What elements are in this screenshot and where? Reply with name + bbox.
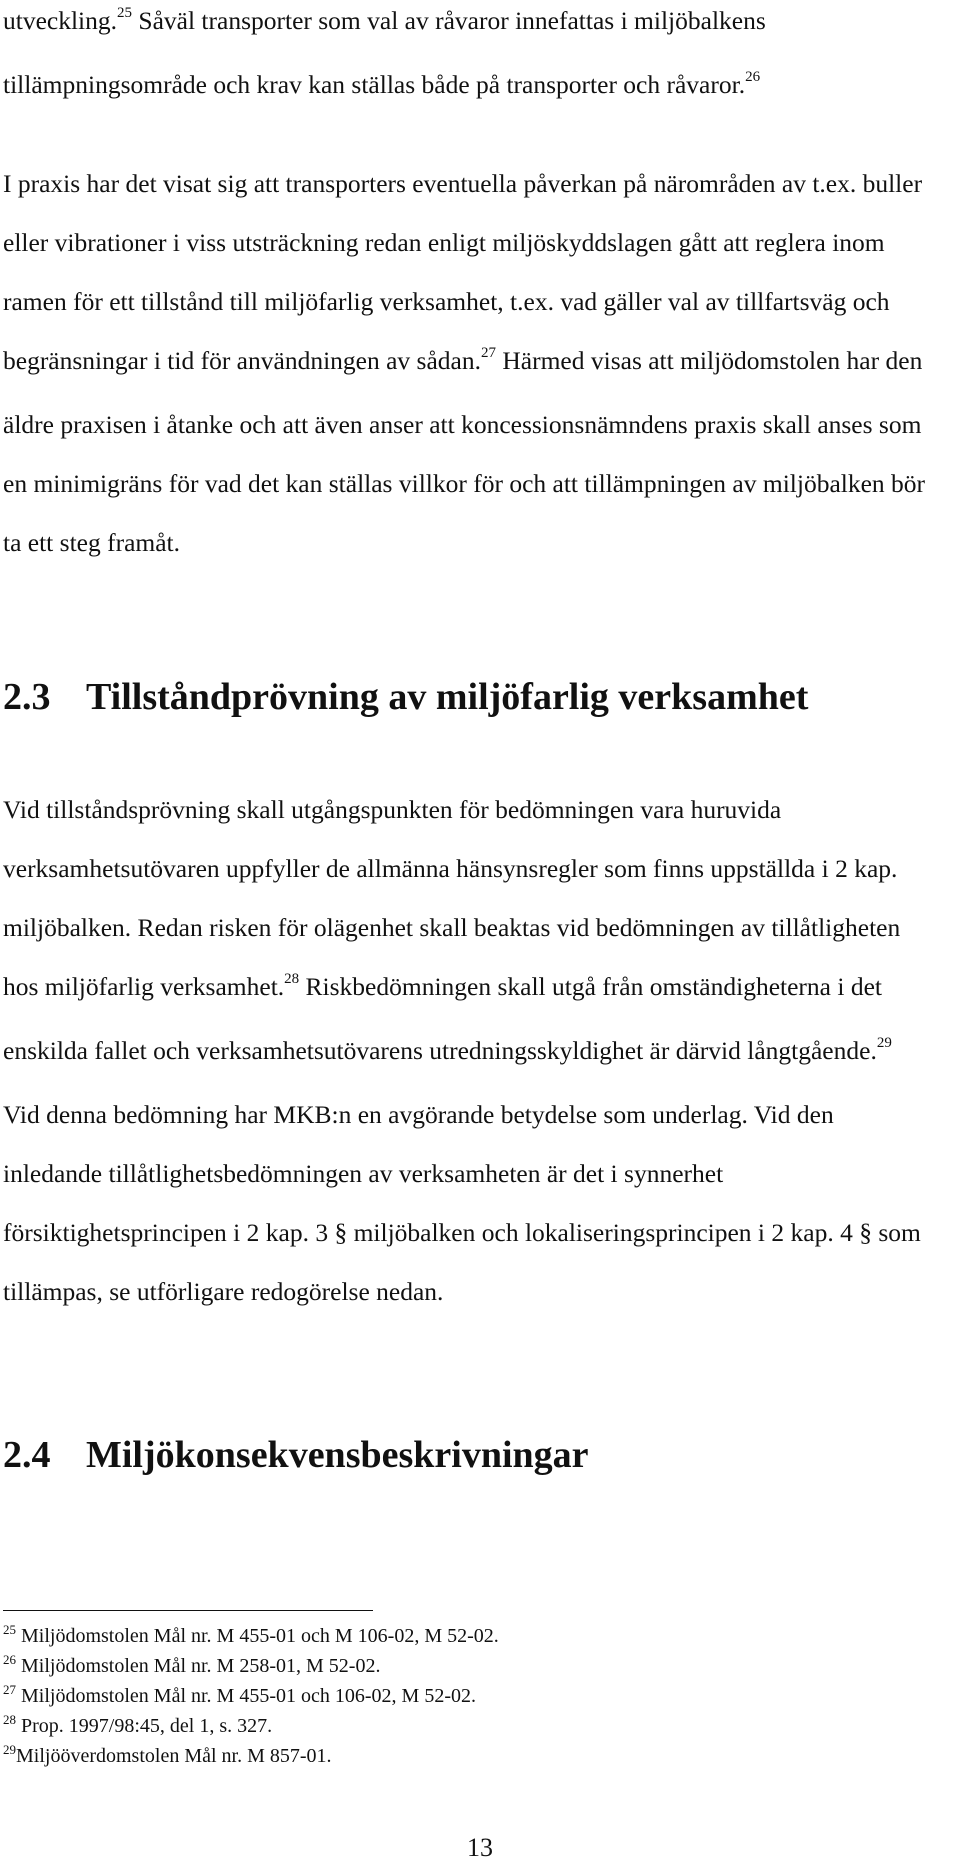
footnote — [3, 1711, 931, 1741]
page-number: 13 — [467, 1833, 493, 1862]
section-heading-2-3 — [3, 674, 808, 720]
footnote-reference[interactable]: 29 — [876, 1035, 892, 1051]
footnote-reference[interactable]: 27 — [480, 345, 496, 361]
paragraph-text: Vid denna bedömning har MKB:n en avgörande betydelse som underlag. Vid den inledande tillåtlighetsbedömningen av verksamheten är det i synnerhet försiktighetsprincipen i 2 kap. 3 § miljöbalken och lokaliseringsprincipen i 2 kap. 4 § som tillämpas, se utförligare redogörelse nedan. — [3, 1100, 921, 1306]
paragraph-text: Såväl transporter som val av råvaror innefattas i miljöbalkens tillämpningsområde och krav kan ställas både på transporter och råvaror. — [3, 6, 766, 99]
footnote-number: 26 — [3, 1652, 16, 1667]
footnote-text: Prop. 1997/98:45, del 1, s. 327. — [16, 1715, 273, 1737]
section-heading-2-4 — [3, 1432, 589, 1478]
footnote — [3, 1741, 931, 1771]
section-title: Miljökonsekvensbeskrivningar — [86, 1434, 589, 1476]
paragraph-text: Riskbedömningen skall utgå från omständigheterna i det enskilda fallet och verksamhetsutövarens utredningsskyldighet är därvid långtgående. — [3, 972, 882, 1065]
body-paragraph — [3, 154, 931, 572]
footnote-number: 27 — [3, 1682, 16, 1697]
footnote-number: 25 — [3, 1622, 16, 1637]
footnote — [3, 1651, 931, 1681]
footnote — [3, 1681, 931, 1711]
body-paragraph — [3, 780, 931, 1321]
footnote-text: Miljödomstolen Mål nr. M 455-01 och M 106-02, M 52-02. — [16, 1625, 499, 1647]
footnote — [3, 1621, 931, 1651]
footnotes-list — [3, 1621, 931, 1771]
footnote-text: Miljödomstolen Mål nr. M 258-01, M 52-02. — [16, 1655, 381, 1677]
paragraph-text: I praxis har det visat sig att transporters eventuella påverkan på närområden av t.ex. buller eller vibrationer i viss utsträckning redan enligt miljöskyddslagen gått att reglera inom ramen för ett tillstånd till miljöfarlig verksamhet, t.ex. vad gäller val av tillfartsväg och begränsningar i tid för användningen av sådan. — [3, 169, 923, 375]
footnote-reference[interactable]: 28 — [284, 971, 300, 987]
section-number: 2.3 — [3, 676, 51, 718]
footnote-divider — [3, 1610, 373, 1611]
section-title: Tillståndprövning av miljöfarlig verksamhet — [86, 676, 809, 718]
footnote-number: 29 — [3, 1742, 16, 1757]
paragraph-text: utveckling. — [3, 6, 118, 35]
paragraph-text: Härmed visas att miljödomstolen har den äldre praxisen i åtanke och att även anser att koncessionsnämndens praxis skall anses som en minimigräns för vad det kan ställas villkor för och att tillämpningen av miljöbalken bör ta ett steg framåt. — [3, 346, 926, 557]
footnote-number: 28 — [3, 1712, 16, 1727]
footnote-reference[interactable]: 26 — [745, 69, 761, 85]
paragraph-text: Vid tillståndsprövning skall utgångspunkten för bedömningen vara huruvida verksamhetsutövaren uppfyller de allmänna hänsynsregler som finns uppställda i 2 kap. miljöbalken. Redan risken för olägenhet skall beaktas vid bedömningen av tillåtligheten hos miljöfarlig verksamhet. — [3, 795, 901, 1001]
section-number: 2.4 — [3, 1434, 51, 1476]
body-paragraph — [3, 0, 931, 119]
footnote-text: Miljödomstolen Mål nr. M 455-01 och 106-02, M 52-02. — [16, 1685, 476, 1707]
footnote-reference[interactable]: 25 — [117, 5, 133, 21]
footnote-text: Miljööverdomstolen Mål nr. M 857-01. — [16, 1745, 332, 1767]
